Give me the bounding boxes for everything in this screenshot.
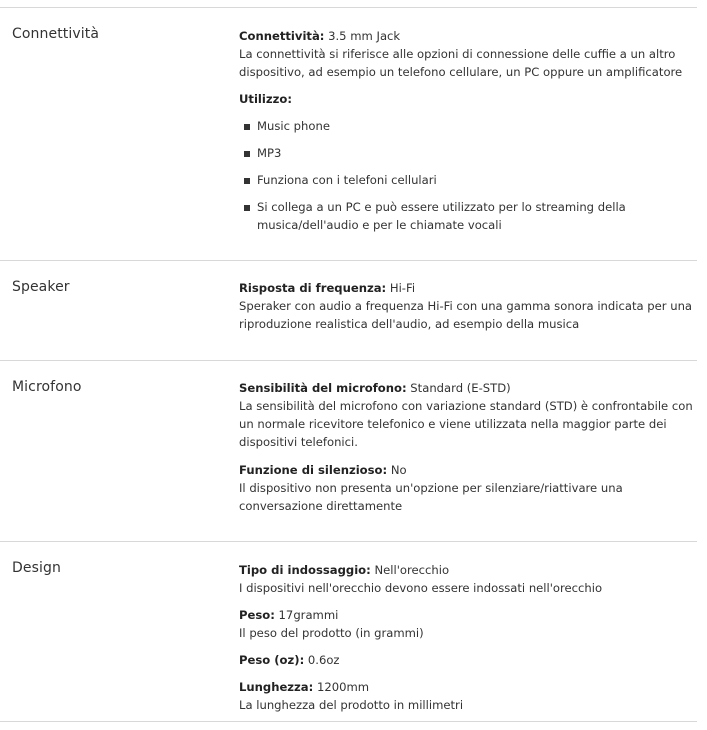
spec-description: La sensibilità del microfono con variazione standard (STD) è confrontabile con un normale ricevitore telefonico e viene utilizzata nella maggior parte dei dispositivi telefonici. [239, 399, 693, 449]
spec-description: Il dispositivo non presenta un'opzione per silenziare/riattivare una conversazione direttamente [239, 481, 623, 513]
bullet-icon [244, 151, 250, 157]
spec-value: 17grammi [274, 608, 339, 622]
spec-value: Nell'orecchio [370, 563, 450, 577]
list-item: Music phone [257, 119, 330, 133]
spec-value: 3.5 mm Jack [324, 29, 401, 43]
divider [0, 721, 697, 722]
list-item: Si collega a un PC e può essere utilizzato per lo streaming della musica/dell'audio e per le chiamate vocali [257, 200, 626, 232]
spec-label: Tipo di indossaggio: [239, 563, 371, 577]
divider [0, 260, 697, 261]
divider [0, 541, 697, 542]
divider [0, 7, 697, 8]
spec-description: I dispositivi nell'orecchio devono essere indossati nell'orecchio [239, 581, 603, 595]
divider [0, 360, 697, 361]
spec-label: Connettività: [239, 29, 325, 43]
spec-utilizzo [239, 90, 699, 108]
spec-peso [239, 606, 699, 642]
section-title-connettivita: Connettività [12, 26, 100, 42]
spec-lunghezza [239, 678, 699, 714]
spec-description: La lunghezza del prodotto in millimetri [239, 698, 464, 712]
spec-sensibilita-microfono [239, 379, 699, 451]
spec-connettivita [239, 27, 699, 81]
spec-description: Speraker con audio a frequenza Hi-Fi con una gamma sonora indicata per una riproduzione realistica dell'audio, ad esempio della musica [239, 299, 693, 331]
section-title-design: Design [12, 560, 61, 576]
spec-risposta-frequenza [239, 279, 699, 333]
spec-description: La connettività si riferisce alle opzioni di connessione delle cuffie a un altro dispositivo, ad esempio un telefono cellulare, un PC oppure un amplificatore [239, 47, 683, 79]
spec-value: 1200mm [313, 680, 370, 694]
spec-label: Sensibilità del microfono: [239, 381, 407, 395]
spec-value: 0.6oz [304, 653, 340, 667]
spec-description: Il peso del prodotto (in grammi) [239, 626, 424, 640]
spec-peso-oz [239, 651, 699, 669]
list-item: MP3 [257, 146, 282, 160]
spec-value: Hi-Fi [386, 281, 416, 295]
spec-label: Utilizzo: [239, 92, 292, 106]
spec-tipo-indossaggio [239, 561, 699, 597]
bullet-icon [244, 205, 250, 211]
section-title-microfono: Microfono [12, 379, 82, 395]
spec-label: Risposta di frequenza: [239, 281, 387, 295]
spec-value: No [387, 463, 407, 477]
list-item: Funziona con i telefoni cellulari [257, 173, 437, 187]
spec-label: Peso (oz): [239, 653, 305, 667]
bullet-icon [244, 178, 250, 184]
spec-label: Funzione di silenzioso: [239, 463, 388, 477]
spec-value: Standard (E-STD) [406, 381, 511, 395]
section-title-speaker: Speaker [12, 279, 70, 295]
spec-funzione-silenzioso [239, 461, 699, 515]
bullet-icon [244, 124, 250, 130]
spec-label: Lunghezza: [239, 680, 314, 694]
spec-label: Peso: [239, 608, 275, 622]
